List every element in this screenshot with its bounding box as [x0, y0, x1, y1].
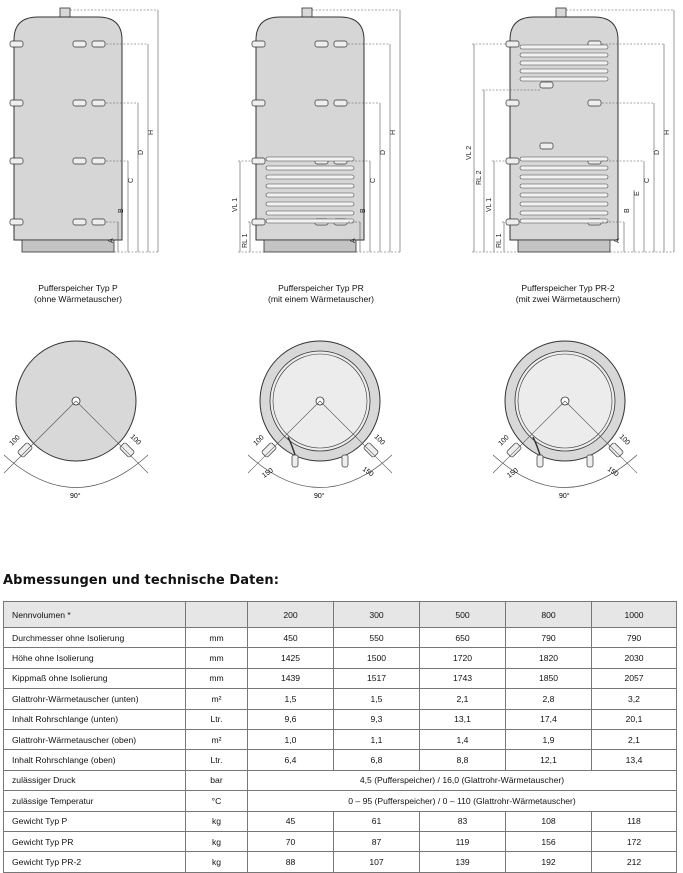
value-cell: 88	[248, 852, 334, 872]
value-cell: 45	[248, 811, 334, 831]
table-header-row	[4, 602, 677, 628]
table-row	[4, 811, 677, 831]
unit-cell: mm	[186, 668, 248, 688]
value-cell: 1,9	[506, 729, 592, 749]
table-row	[4, 729, 677, 749]
unit-cell: kg	[186, 852, 248, 872]
dim-label: D	[380, 149, 387, 155]
column-header: 800	[506, 602, 592, 628]
row-label: Höhe ohne Isolierung	[4, 648, 186, 668]
value-cell: 1,0	[248, 729, 334, 749]
top-view-type-pr	[248, 341, 392, 500]
row-label: Glattrohr-Wärmetauscher (oben)	[4, 729, 186, 749]
dim-label: A	[614, 238, 621, 243]
value-cell: 17,4	[506, 709, 592, 729]
dim-label: VL 1	[232, 197, 239, 212]
value-cell: 119	[420, 831, 506, 851]
top-view-type-pr2	[493, 341, 637, 500]
value-cell: 8,8	[420, 750, 506, 770]
row-label: Inhalt Rohrschlange (unten)	[4, 709, 186, 729]
dim-label: D	[654, 149, 661, 155]
figure-caption-type-p	[0, 283, 188, 305]
dim-label: 100	[8, 434, 22, 448]
row-label: zulässige Temperatur	[4, 791, 186, 811]
value-cell: 2,1	[420, 689, 506, 709]
dim-label: H	[148, 129, 155, 135]
tank-type-p-drawing	[10, 8, 158, 252]
figure-caption-type-pr	[211, 283, 431, 305]
table-row	[4, 668, 677, 688]
value-cell: 6,8	[334, 750, 420, 770]
unit-cell: kg	[186, 811, 248, 831]
figure-subtitle: (mit einem Wärmetauscher)	[267, 294, 374, 304]
value-cell: 212	[592, 852, 677, 872]
value-cell: 790	[592, 628, 677, 648]
row-label: Gewicht Typ PR-2	[4, 852, 186, 872]
unit-cell: Ltr.	[186, 709, 248, 729]
value-cell: 1720	[420, 648, 506, 668]
value-cell: 1743	[420, 668, 506, 688]
column-header	[186, 602, 248, 628]
figure-title: Pufferspeicher Typ PR	[278, 283, 364, 293]
table-row	[4, 770, 677, 790]
value-cell: 1820	[506, 648, 592, 668]
top-view-type-p	[4, 341, 148, 500]
dim-label: H	[664, 129, 671, 135]
unit-cell: Ltr.	[186, 750, 248, 770]
column-header: Nennvolumen *	[4, 602, 186, 628]
value-cell: 1,5	[334, 689, 420, 709]
unit-cell: m²	[186, 689, 248, 709]
value-cell: 12,1	[506, 750, 592, 770]
value-cell: 2057	[592, 668, 677, 688]
dim-label: 100	[497, 434, 511, 448]
dim-label: 150	[261, 467, 275, 480]
table-row	[4, 709, 677, 729]
column-header: 1000	[592, 602, 677, 628]
value-cell: 1,5	[248, 689, 334, 709]
unit-cell: m²	[186, 729, 248, 749]
value-cell: 13,4	[592, 750, 677, 770]
value-cell: 2,1	[592, 729, 677, 749]
row-label: Gewicht Typ PR	[4, 831, 186, 851]
value-cell: 450	[248, 628, 334, 648]
table-row	[4, 689, 677, 709]
value-cell: 156	[506, 831, 592, 851]
dim-label: RL 2	[476, 170, 483, 185]
value-cell: 108	[506, 811, 592, 831]
dim-label: B	[624, 208, 631, 213]
table-row	[4, 852, 677, 872]
dim-label: H	[390, 129, 397, 135]
dim-label: D	[138, 149, 145, 155]
value-cell: 13,1	[420, 709, 506, 729]
value-cell: 1500	[334, 648, 420, 668]
value-cell: 1,4	[420, 729, 506, 749]
value-cell: 61	[334, 811, 420, 831]
tank-type-pr2-drawing	[466, 8, 674, 252]
unit-cell: °C	[186, 791, 248, 811]
figure-title: Pufferspeicher Typ PR-2	[521, 283, 615, 293]
dim-label: B	[360, 208, 367, 213]
column-header: 500	[420, 602, 506, 628]
dim-label: VL 2	[466, 145, 473, 160]
dim-label: 150	[360, 465, 375, 479]
value-cell: 550	[334, 628, 420, 648]
dim-label: 150	[605, 465, 620, 479]
table-row	[4, 791, 677, 811]
table-row	[4, 648, 677, 668]
column-header: 300	[334, 602, 420, 628]
unit-cell: mm	[186, 648, 248, 668]
row-label: Kippmaß ohne Isolierung	[4, 668, 186, 688]
table-row	[4, 831, 677, 851]
dim-label: 100	[617, 433, 631, 447]
dim-label: A	[108, 238, 115, 243]
value-cell: 107	[334, 852, 420, 872]
dim-label: 90°	[559, 493, 570, 500]
value-cell: 83	[420, 811, 506, 831]
value-cell: 9,6	[248, 709, 334, 729]
dim-label: 90°	[70, 493, 81, 500]
figure-subtitle: (ohne Wärmetauscher)	[34, 294, 122, 304]
value-cell: 6,4	[248, 750, 334, 770]
value-cell: 2030	[592, 648, 677, 668]
dim-label: A	[350, 238, 357, 243]
dim-label: 100	[372, 433, 386, 447]
value-cell: 1425	[248, 648, 334, 668]
row-label: Gewicht Typ P	[4, 811, 186, 831]
value-cell: 192	[506, 852, 592, 872]
dim-label: 100	[252, 434, 266, 448]
value-cell: 650	[420, 628, 506, 648]
dim-label: RL 1	[242, 233, 249, 248]
row-label: Inhalt Rohrschlange (oben)	[4, 750, 186, 770]
value-cell: 4,5 (Pufferspeicher) / 16,0 (Glattrohr-Wärmetauscher)	[248, 770, 677, 790]
dim-label: 150	[506, 467, 520, 480]
row-label: Glattrohr-Wärmetauscher (unten)	[4, 689, 186, 709]
value-cell: 87	[334, 831, 420, 851]
value-cell: 2,8	[506, 689, 592, 709]
dim-label: C	[128, 177, 135, 183]
value-cell: 118	[592, 811, 677, 831]
value-cell: 9,3	[334, 709, 420, 729]
dim-label: 90°	[314, 493, 325, 500]
figure-subtitle: (mit zwei Wärmetauschern)	[515, 294, 621, 304]
dim-label: RL 1	[496, 233, 503, 248]
unit-cell: mm	[186, 628, 248, 648]
value-cell: 1850	[506, 668, 592, 688]
value-cell: 139	[420, 852, 506, 872]
table-body	[4, 628, 677, 873]
dim-label: 100	[128, 433, 142, 447]
dim-label: E	[634, 191, 641, 196]
tank-type-pr-drawing	[232, 8, 400, 252]
figure-caption-type-pr2	[458, 283, 678, 305]
value-cell: 172	[592, 831, 677, 851]
dim-label: C	[370, 177, 377, 183]
value-cell: 1439	[248, 668, 334, 688]
table-row	[4, 628, 677, 648]
spec-table	[3, 601, 677, 873]
value-cell: 3,2	[592, 689, 677, 709]
column-header: 200	[248, 602, 334, 628]
row-label: zulässiger Druck	[4, 770, 186, 790]
unit-cell: kg	[186, 831, 248, 851]
value-cell: 70	[248, 831, 334, 851]
dim-label: B	[118, 208, 125, 213]
value-cell: 1,1	[334, 729, 420, 749]
row-label: Durchmesser ohne Isolierung	[4, 628, 186, 648]
dim-label: VL 1	[486, 197, 493, 212]
value-cell: 790	[506, 628, 592, 648]
value-cell: 0 – 95 (Pufferspeicher) / 0 – 110 (Glattrohr-Wärmetauscher)	[248, 791, 677, 811]
value-cell: 20,1	[592, 709, 677, 729]
dim-label: C	[644, 177, 651, 183]
figure-title: Pufferspeicher Typ P	[38, 283, 118, 293]
value-cell: 1517	[334, 668, 420, 688]
table-row	[4, 750, 677, 770]
section-heading: Abmessungen und technische Daten:	[3, 573, 280, 588]
unit-cell: bar	[186, 770, 248, 790]
